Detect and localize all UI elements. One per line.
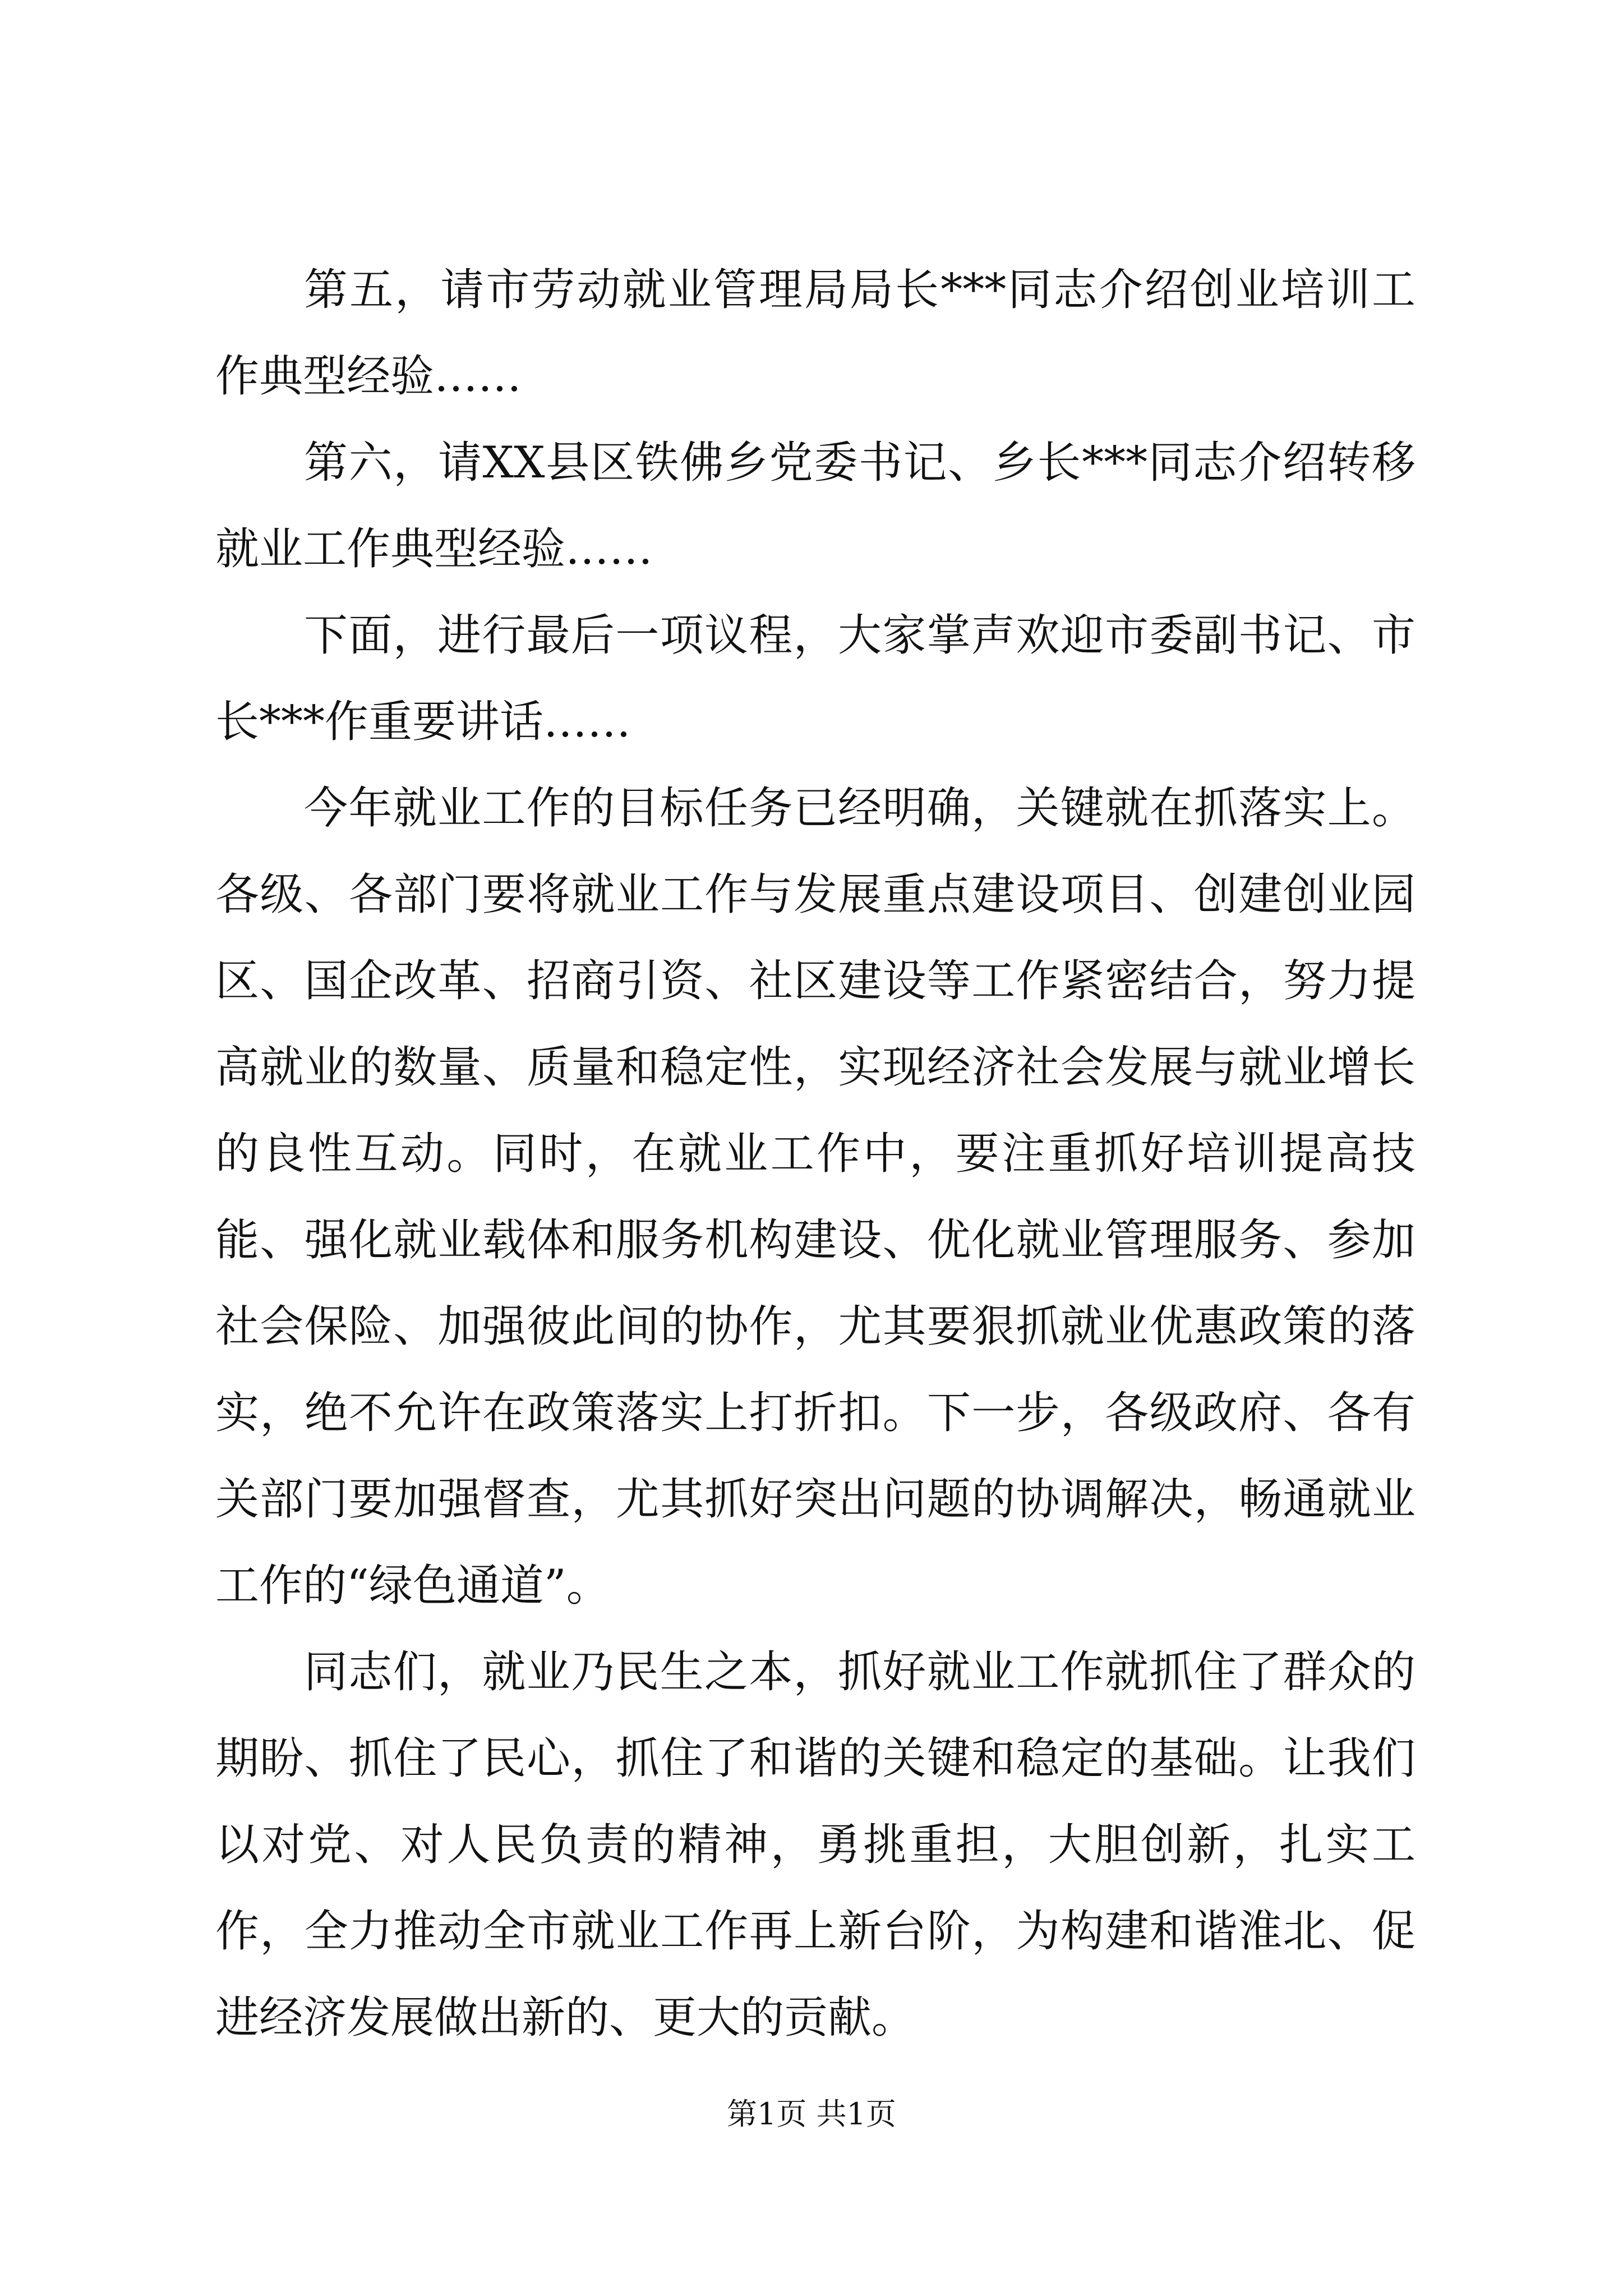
paragraph-5th-speaker: 第五，请市劳动就业管理局局长***同志介绍创业培训工作典型经验…… (215, 265, 1415, 402)
paragraph-final-agenda: 下面，进行最后一项议程，大家掌声欢迎市委副书记、市长***作重要讲话…… (215, 610, 1415, 747)
document-body (215, 247, 1415, 2061)
page-footer (0, 2095, 1623, 2134)
paragraph-6th-speaker: 第六，请XX县区铁佛乡党委书记、乡长***同志介绍转移就业工作典型经验…… (215, 438, 1415, 574)
page-number: 第1页 共1页 (727, 2096, 896, 2132)
paragraph-employment-tasks: 今年就业工作的目标任务已经明确，关键就在抓落实上。各级、各部门要将就业工作与发展重点建设项目、创建创业园区、国企改革、招商引资、社区建设等工作紧密结合，努力提高就业的数量、质量和稳定性，实现经济社会发展与就业增长的良性互动。同时，在就业工作中，要注重抓好培训提高技能、强化就业载体和服务机构建设、优化就业管理服务、参加社会保险、加强彼此间的协作，尤其要狠抓就业优惠政策的落实，绝不允许在政策落实上打折扣。下一步，各级政府、各有关部门要加强督查，尤其抓好突出问题的协调解决，畅通就业工作的“绿色通道”。 (215, 783, 1415, 1611)
paragraph-closing-remarks: 同志们，就业乃民生之本，抓好就业工作就抓住了群众的期盼、抓住了民心，抓住了和谐的关键和稳定的基础。让我们以对党、对人民负责的精神，勇挑重担，大胆创新，扎实工作，全力推动全市就业工作再上新台阶，为构建和谐淮北、促进经济发展做出新的、更大的贡献。 (215, 1647, 1415, 2043)
